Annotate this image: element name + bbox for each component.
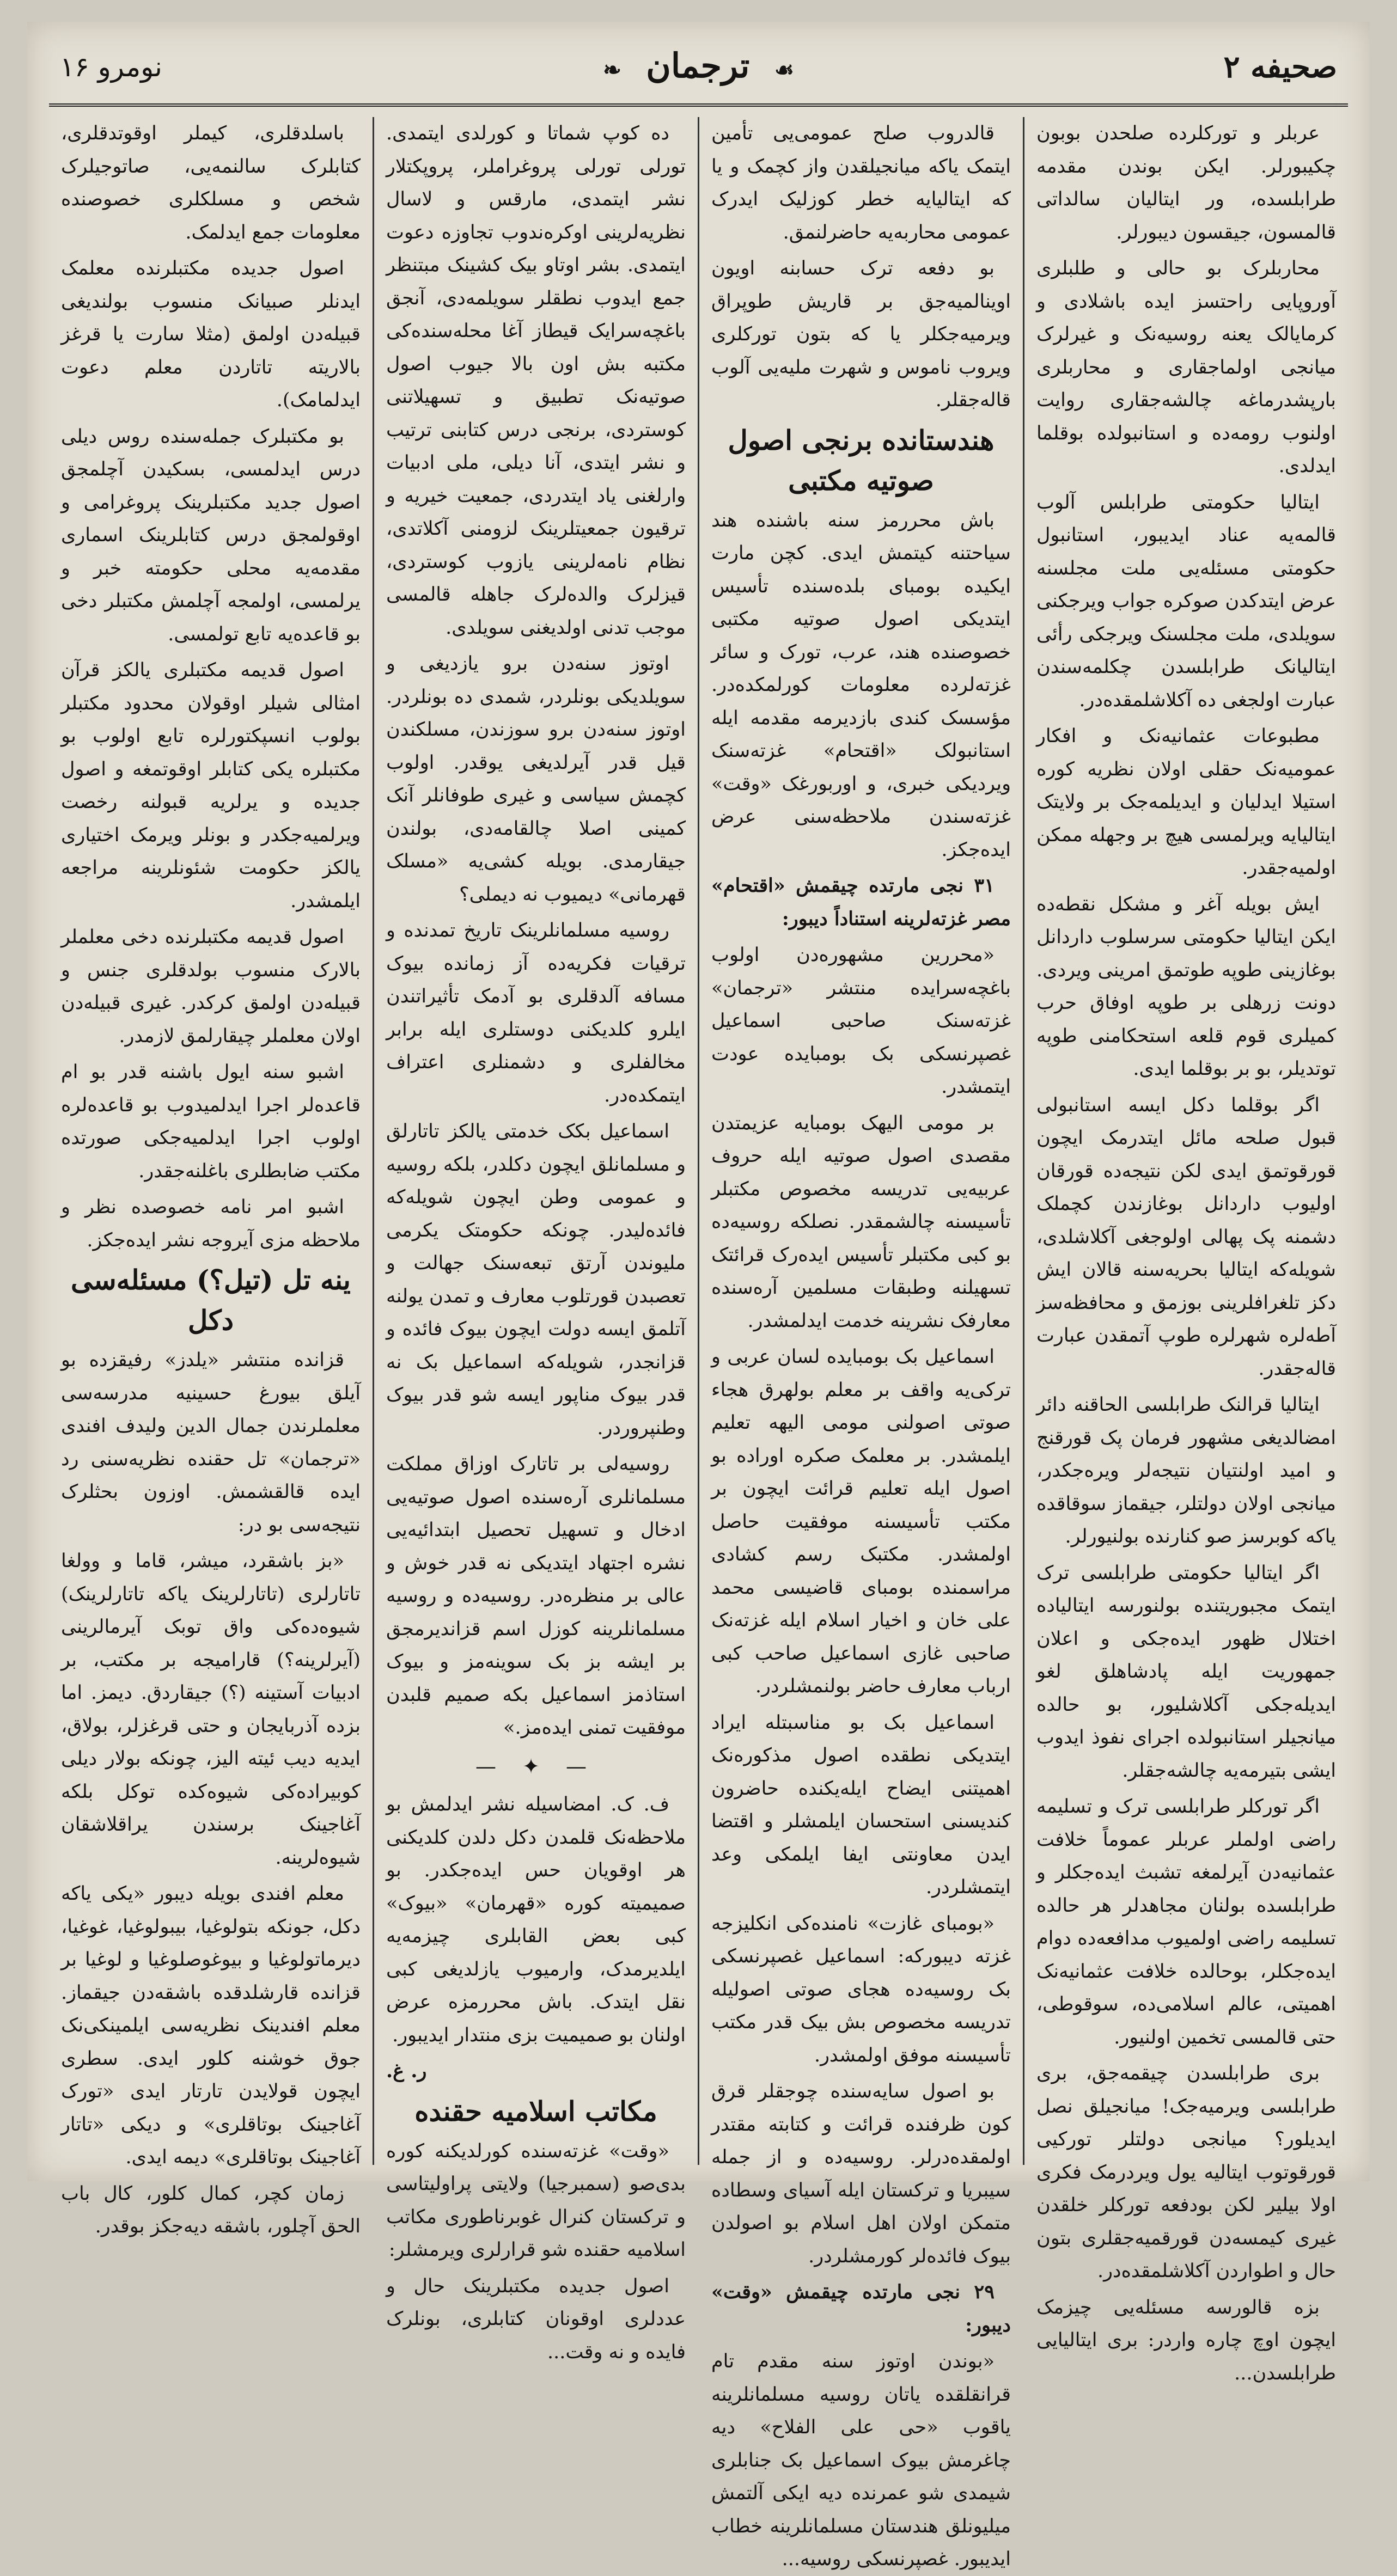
paragraph: باش محررمز سنه باشنده هند سیاحتنه کیتمش ایدی. کچن مارت ایکیده بومبای بلده‌سنده تأسیس ایتدیکی اصول صوتیه مکتبی خصوصنده هند، عرب، تورک و سائر غزته‌لرده معلومات کورلمکده‌در. مؤسسک کندی بازدیرمه مقدمه ایله استانبولک «اقتحام» غزته‌سنک ویردیکی خبری، و اوربورغک «وقت» غزته‌سندن ملاحظه‌سنی عرض ایده‌جکز.: [711, 509, 1011, 861]
signature: ر. غ.: [386, 2060, 427, 2082]
paragraph: اشبو سنه ایول باشنه قدر بو ام قاعده‌لر اجرا ایدلمیدوب بو قاعده‌لره اولوب اجرا ایدلمیه‌جکی صورتده مکتب ضابطلری باغلنه‌جقدر.: [61, 1061, 361, 1182]
paragraph: اصول قدیمه مکتبلری یالکز قرآن امثالی شیلر اوقولان محدود مکتبلر بولوب انسپکتورلره تابع اولوب بو مکتبلره یکی کتابلر اوقوتمغه و اصول جدیده و یرلریه قبولنه رخصت ویرلمیه‌جکدر و بونلر ویرمک اختیاری یالکز حکومت شئونلرینه مراجعه ایلمشدر.: [61, 659, 361, 912]
paragraph: اصول قدیمه مکتبلرنده دخی معلملر بالارک منسوب بولدقلری جنس و قبیله‌دن اولمق کرکدر. غیری قبیله‌دن اولان معلملر چیقارلمق لازمدر.: [61, 926, 361, 1047]
paragraph: قزانده منتشر «یلدز» رفیقزده بو آیلق بیورغ حسینیه مدرسه‌سی معلملرندن جمال الدین ولیدف افندی «ترجمان» تل حقنده نظریه‌سنی رد ایده قالقشمش. اوزون بحثلرک نتیجه‌سی بو در:: [61, 1349, 361, 1536]
paragraph: اگر تورکلر طرابلسی ترک و تسلیمه راضی اولملر عربلر عموماً خلافت عثمانیه‌دن آیرلمغه تشبث ایده‌جکلر و طرابلسده بولنان مجاهدلر هر حالده تسلیمه راضی اولمیوب مدافعه‌ده دوام ایده‌جکلر، بوحالده خلافت عثمانیه‌نک اهمیتی، عالم اسلامی‌ده، سوقوطی، حتی قالمسی تخمین اولنیور.: [1036, 1796, 1336, 2048]
paragraph: ف. ک. امضاسیله نشر ایدلمش بو ملاحظه‌نک قلمدن دکل دلدن کلدیکنی هر اوقویان حس ایده‌جکدر. بو صمیمیته کوره «قهرمان» «بیوک» کبی بعض القابلری چیزمه‌یه ایلدیرمدک، وارمیوب یازلدیغی کبی نقل ایتدک. باش محررمزه عرض اولنان بو صمیمیت بزی منتدار ایدیبور.: [386, 1794, 686, 2046]
paragraph: روسیه مسلمانلرینک تاریخ تمدنده و ترقیات فکریه‌ده آز زمانده بیوک مسافه آلدقلری بو آدمک تأثیراتندن ایلرو کلدیکنی دوستلری ایله برابر مخالفلری و دشمنلری اعتراف ایتمکده‌در.: [386, 920, 686, 1106]
column-4: [49, 117, 373, 2237]
paragraph: معلم افندی بویله دیبور «یکی یاکه دکل، جونکه بتولوغیا، بیبولوغیا، غوغیا، دیرماتولوغیا و بیوغوصلوغیا و لوغیا بر قزانده قارشلدقده باشقه‌دن جیقماز. معلم افندینک نظریه‌سی ایلمینکی‌نک جوق خوشنه کلور ایدی. سطری ایچون قولایدن تارتار ایدی «تورک آغاجینک بوتاقلری» و دیکی «تاتار آغاجینک بوتاقلری» دیمه ایدی.: [61, 1883, 361, 2168]
newspaper-page: [27, 22, 1370, 2570]
ornament-left-icon: ❧: [603, 57, 621, 83]
article-heading: مکاتب اسلامیه حقنده: [414, 2095, 657, 2127]
paragraph: اشبو امر نامه خصوصده نظر و ملاحظه مزی آیروجه نشر ایده‌جکز.: [61, 1196, 361, 1251]
issue-number: نومرو ۱۶: [60, 51, 162, 83]
dateline: ۳۱ نجی مارتده چیقمش «اقتحام» مصر غزته‌لرینه استناداً دیبور:: [711, 874, 1011, 930]
paragraph: روسیه‌لی بر تاتارک اوزاق مملکت مسلمانلری آره‌سنده اصول صوتیه‌یی ادخال و تسهیل تحصیل ابتدائیه‌یی نشره اجتهاد ایتدیکی نه قدر خوش و عالی بر منظره‌در. روسیه‌ده و روسیه مسلمانلرینه کوزل اسم قزاندیرمجق بر ایشه بز بک سوینه‌مز و بیوک استاذمز اسماعیل بکه صمیم قلبدن موفقیت تمنی ایده‌مز.»: [386, 1453, 686, 1739]
column-3: [373, 117, 698, 2363]
paragraph: ایتالیا قرالنک طرابلسی الحاقنه دائر امضالدیغی مشهور فرمان پک قورقنج و امید اولنتیان نتیجه‌لر ویره‌جکدر، میانجی اولان دولتلر، جیقماز سوقاقده یاکه کوبرسز صو کنارنده بولنیورلر.: [1036, 1394, 1336, 1547]
page-number: صحیفه ۲: [1223, 49, 1337, 85]
paragraph: اگر ایتالیا حکومتی طرابلسی ترک ایتمک مجبوریتنده بولنورسه ایتالیاده اختلال ظهور ایده‌جکی و اعلان جمهوریت ایله پادشاهلق لغو ایدیله‌جکی آکلاشلیور، بو حالده میانجیلر استانبولده اجرای نفوذ ایدوب ایشی بتیرمه‌یه چالشه‌جقلر.: [1036, 1562, 1336, 1782]
paragraph: «وقت» غزته‌سنده کورلدیکنه کوره بدی‌صو (سمبرجیا) ولایتی پراولیتاسی و ترکستان کنرال غوبرناطوری مکاتب اسلامیه حقنده شو قرارلری ویرمشلر:: [386, 2140, 686, 2261]
paragraph: اسماعیل بک بو مناسبتله ایراد ایتدیکی نطقده اصول مذکوره‌نک اهمیتنی ایضاح ایله‌یکنده حاضرون کندیسنی استحسان ایلمشلر و اقتضا ایدن معاونتی ایفا ایلمکی وعد ایتمشلردر.: [711, 1711, 1011, 1898]
masthead-rule: [49, 103, 1348, 107]
paragraph: بو مکتبلرک جمله‌سنده روس دیلی درس ایدلمسی، بسکیدن آچلمجق اصول جدید مکتبلرینک پروغرامی و اوقولمجق درس کتابلرینک اسماری مقدمه‌یه محلی حکومته خبر و یرلمسی، اولمجه آچلمش مکتبلر دخی بو قاعده‌یه تابع تولمسی.: [61, 425, 361, 645]
paragraph: بر مومی الیهک بومبایه عزیمتدن مقصدی اصول صوتیه ایله حروف عربیه‌یی تدریسه مخصوص مکتبلر تأسیسنه چالشمقدر. نصلکه روسیه‌ده بو کبی مکتبلر تأسیس ایده‌رک قرائتک تسهیلنه وطبقات مسلمین آره‌سنده معارفک نشرینه خدمت ایدلمشدر.: [711, 1112, 1011, 1332]
paragraph: اصول جدیده مکتبلرینک حال و عددلری اوقونان کتابلری، بونلرک فایده و نه وقت...: [386, 2275, 686, 2363]
paragraph: ده کوپ شماتا و کورلدی ایتمدی. تورلی تورلی پروغراملر، پروپکتلار نشر ایتمدی، مارقس و لاسال نظریه‌لرینی اوکره‌ندوب تجاوزه دعوت ایتمدی. بشر اوتاو بیک کشینک مبتنظر جمع ایدوب نطقلر سویلمه‌دی، آنجق باغچه‌سرایک قیطاز آغا محله‌سنده‌کی مکتبه بش اون بالا جیوب اصول صوتیه‌نک تطبیق و تسهیلاتنی کوستردی، برنجی درس کتابنی ترتیب و نشر ایتدی، آنا دیلی، ملی ادبیات وارلغنی یاد ایتدردی، جمعیت خیریه و ترقیون جمعیتلرینک لزومنی آکلاتدی، نظام نامه‌لرینی یازوب کوستردی، قیزلرک والده‌لرک جاهله قالمسی موجب تدنی اولدیغنی سویلدی.: [386, 123, 686, 639]
paragraph: «بز باشقرد، میشر، قاما و وولغا تاتارلری (تاتارلرینک یاکه تاتارلرینک) شیوه‌ده‌کی واق توبک آیرمالرینی (آیرلرینه؟) قارامیجه بر مکتب، بر ادبیات آستینه (؟) جیقاردق. دیمز. اما بزده آذربایجان و حتی قرغزلر، بولاق، ایدیه دیب ئیته الیز، چونکه بولار دیلی کوبیراده‌کی شیوه‌کده توکل بلکه آغاجینک برسندن یراقلاشقان شیوه‌لرینه.: [61, 1550, 361, 1869]
paragraph: بو اصول سایه‌سنده چوجقلر قرق کون ظرفنده قرائت و کتابته مقتدر اولمقده‌درلر. روسیه‌ده و از جمله سیبریا و ترکستان ایله آسیای وسطاده متمکن اولان اهل اسلام بو اصولدن بیوک فائده‌لر کورمشلردر.: [711, 2081, 1011, 2267]
paragraph: اگر بوقلما دکل ایسه استانبولی قبول صلحه مائل ایتدرمک ایچون قورقوتمق ایدی لکن نتیجه‌ده قورقان اولیوب داردانل بوغازندن کچملک دشمنه پک پهالی اولوجغی آکلاشلدی، شویله‌که ایتالیا بحریه‌سنه قالان ایش دکز تلغرافلرینی بوزمق و محافظه‌سز آطه‌لره شهرلره طوپ آتمقدن عبارت قاله‌جقدر.: [1036, 1094, 1336, 1380]
newspaper-name: ترجمان: [646, 46, 750, 85]
masthead: [49, 33, 1348, 103]
paragraph: قالدروب صلح عمومی‌یی تأمین ایتمک یاکه میانجیلقدن واز کچمک و یا که ایتالیایه خطر کوزلیک ایدرک عمومی محاربه‌یه حاضرلنمق.: [711, 123, 1011, 243]
section-divider: — ✦ —: [475, 1754, 596, 1778]
article-heading: ینه تل (تیل؟) مسئله‌سی دکل: [71, 1264, 351, 1336]
paragraph: باسلدقلری، کیملر اوقوتدقلری، کتابلرک سالنمه‌یی، صاتوجیلرک شخص و مسلکلری خصوصنده معلومات جمع ایدلمک.: [61, 123, 361, 243]
paragraph: اوتوز سنه‌دن برو یازدیغی و سویلدیکی بونلردر، شمدی ده بونلردر. اوتوز سنه‌دن برو سوزندن، مسلکندن قیل قدر آیرلدیغی یوقدر. اولوب کچمش سیاسی و غیری طوفانلر آنک کمینی اصلا چالقامه‌دی، بولندن جیقارمدی. بویله کشی‌یه «مسلک قهرمانی» دیمیوب نه دیملی؟: [386, 653, 686, 905]
dateline: ۲۹ نجی مارتده چیقمش «وقت» دیبور:: [711, 2281, 1011, 2336]
paragraph: مطبوعات عثمانیه‌نک و افکار عمومیه‌نک حقلی اولان نظریه کوره استیلا ایدلیان و ایدیلمه‌جک بر ولایتک ایتالیایه ویرلمسی هیچ بر وجهله ممکن اولمیه‌جقدر.: [1036, 725, 1336, 879]
paragraph: «بومبای غازت» نامنده‌کی انکلیزجه غزته دیبورکه: اسماعیل غصپرنسکی بک روسیه‌ده هجای صوتی اصولیله تدریسه مخصوص بش بیک قدر مکتب تأسیسنه موفق اولمشدر.: [711, 1912, 1011, 2066]
paragraph: ایش بویله آغر و مشکل نقطه‌ده ایکن ایتالیا حکومتی سرسلوب داردانل بوغازینی طوپه طوتمق امرینی ویردی. دونت زرهلی بر طوپه اوفاق حرب کمیلری قوم قلعه استحکامنی طوپه توتدیلر، بو بر بوقلما ایدی.: [1036, 893, 1336, 1080]
paragraph: اصول جدیده مکتبلرنده معلمک ایدنلر صبیانک منسوب بولندیغی قبیله‌دن اولمق (مثلا سارت یا قرغز بالاریته تاتاردن معلم دعوت ایدلمامک).: [61, 258, 361, 411]
paragraph: «بوندن اوتوز سنه مقدم تام قرانقلقده یاتان روسیه مسلمانلرینه یاقوب «حی علی الفلاح» دیه چاغرمش بیوک اسماعیل بک جنابلری شیمدی شو عمرنده دیه ایکی آلتمش میلیونلق هندستان مسلمانلرینه خطاب ایدیبور. غصپرنسکی روسیه...: [711, 2351, 1011, 2570]
paragraph: زمان کچر، کمال کلور، کال باب الحق آچلور، باشقه دیه‌جکز بوقدر.: [61, 2182, 361, 2237]
article-heading: هندستانده برنجی اصول صوتیه مکتبی: [728, 424, 995, 497]
column-1: [1023, 117, 1348, 2384]
paragraph: اسماعیل بکک خدمتی یالکز تاتارلق و مسلمانلق ایچون دکلدر، بلکه روسیه و عمومی وطن ایچون شویله‌که فائده‌لیدر. چونکه حکومتک یکرمی ملیوندن آرتق تبعه‌سنک جهالت و تعصبدن قورتلوب معارف و تمدن یولنه آتلمق ایسه دولت ایچون بیوک فائده و قزانجدر، شویله‌که اسماعیل بک نه قدر بیوک مناپور ایسه شو قدر بیوک وطنپروردر.: [386, 1121, 686, 1439]
paragraph: عربلر و تورکلرده صلحدن بوبون چکیبورلر. ایکن بوندن مقدمه طرابلسده، ور ایتالیان سالداتی قالمسون، جیقسون دیبورلر.: [1036, 123, 1336, 243]
paragraph: محاربلرک بو حالی و طلبلری آوروپایی راحتسز ایده باشلادی و کرمایالک یعنه روسیه‌نک و غیرلرک میانجی اولماجقاری و محاربلری بارپشدرماغه چالشه‌جقاری روایت اولنوب رومه‌ده و استانبولده بوقلما ایدلدی.: [1036, 258, 1336, 477]
paragraph: بو دفعه ترک حسابنه اویون اوینالمیه‌جق بر قاریش طوپراق ویرمیه‌جکلر یا که بتون تورکلری ویروب ناموس و شهرت ملیه‌یی آلوب قاله‌جقلر.: [711, 258, 1011, 411]
paragraph: بری طرابلسدن چیقمه‌جق، بری طرابلسی ویرمیه‌جک! میانجیلق نصل ایدیلور؟ میانجی دولتلر تورکیی قورقوتوب ایتالیه یول ویردرمک فکری اولا بیلیر لکن بودفعه تورکلر خلقدن غیری کیمسه‌دن قورقمیه‌جقلری بتون حال و اطواردن آکلاشلمقده‌در.: [1036, 2063, 1336, 2282]
column-2: [698, 117, 1023, 2570]
paragraph: بزه قالورسه مسئله‌یی چیزمک ایچون اوچ چاره واردر: بری ایتالیایی طرابلسدن...: [1036, 2296, 1336, 2384]
article-columns: [49, 117, 1348, 2570]
paragraph: «محررین مشهوره‌دن اولوب باغچه‌سرایده منتشر «ترجمان» غزته‌سنک صاحبی اسماعیل غصپرنسکی بک بومبایده عودت ایتمشدر.: [711, 944, 1011, 1098]
newspaper-title: [590, 46, 807, 85]
paragraph: ایتالیا حکومتی طرابلس آلوب قالمه‌یه عناد ایدیبور، استانبول حکومتی مسئله‌یی ملت مجلسنه عرض ایتدکدن صوکره جواب ویرجکنی سویلدی، ملت مجلسنک ویرجکی رأئی ایتالیانک طرابلسدن چکلمه‌سندن عبارت اولجغی ده آکلاشلمقده‌در.: [1036, 491, 1336, 711]
ornament-right-icon: ☙: [774, 57, 794, 83]
paragraph: اسماعیل بک بومبایده لسان عربی و ترکی‌یه واقف بر معلم بولهرق هجاء صوتی اصولنی مومی الیهه تعلیم ایلمشدر. بر معلمک صکره اوراده بو اصول ایله تعلیم قرائت ایچون بر مکتب تأسیسنه موفقیت حاصل اولمشدر. مکتبک رسم کشادی مراسمنده بومبای قاضیسی محمد علی خان و اخیار اسلام ایله غزته‌نک صاحبی غازی اسماعیل صاحب کبی ارباب معارف حاضر بولنمشلردر.: [711, 1346, 1011, 1697]
